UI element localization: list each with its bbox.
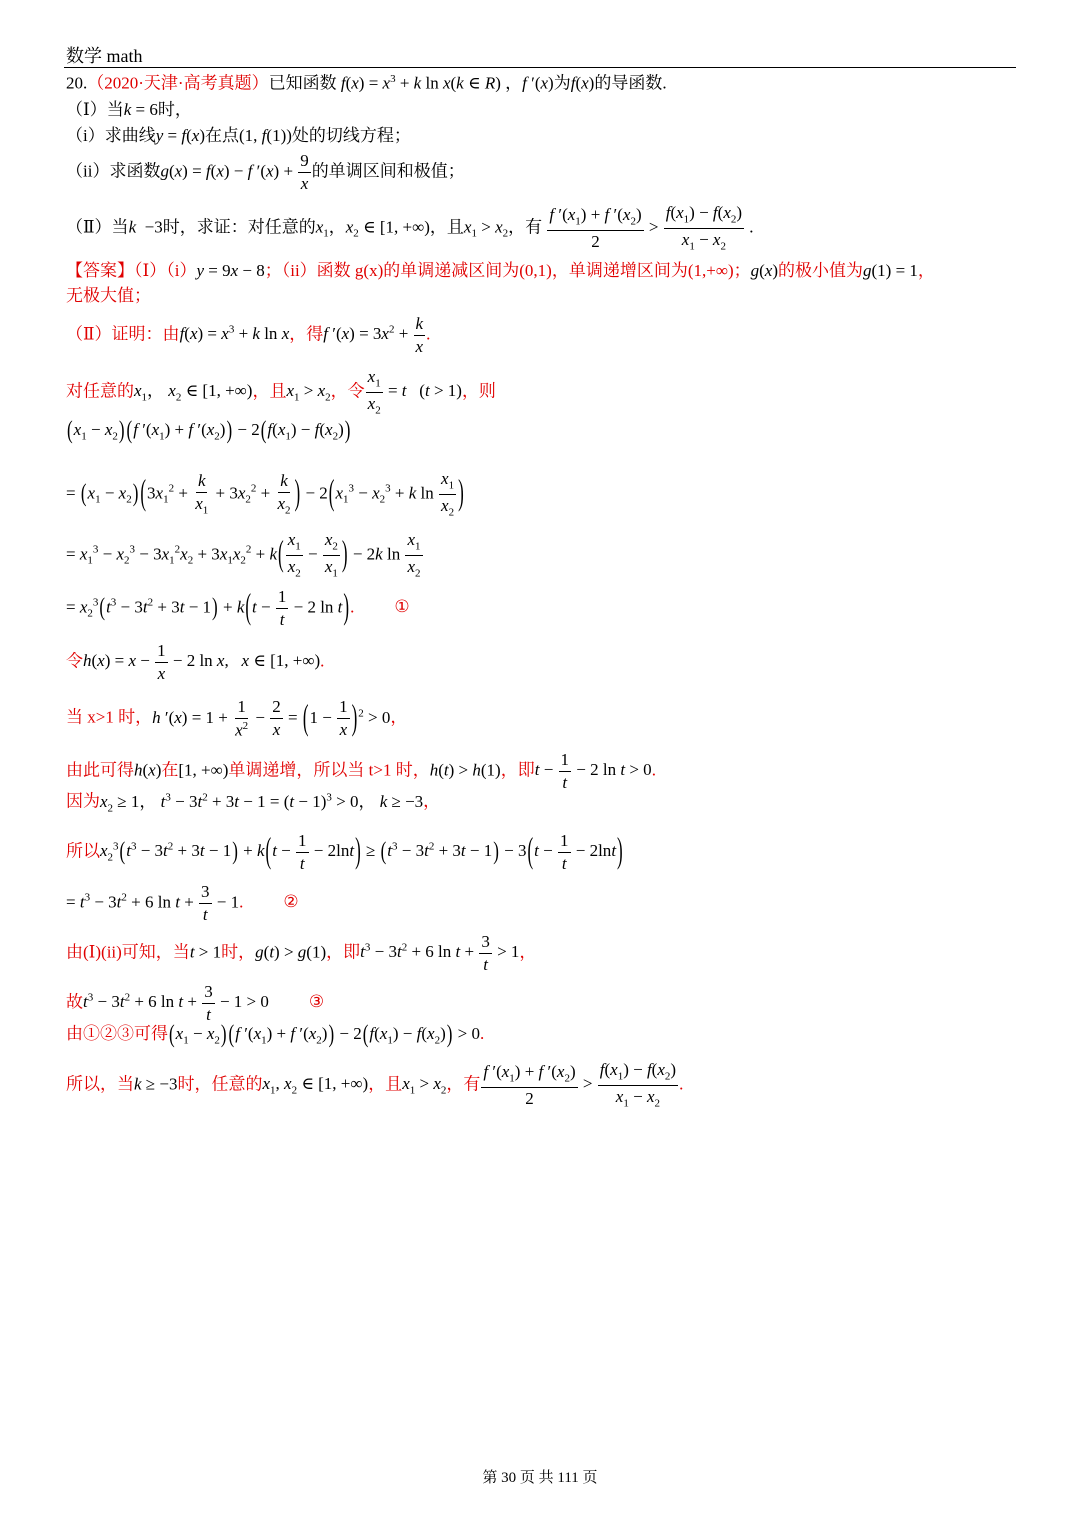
final-line: 所以，当k ≥ −3时，任意的$x_1$, $x_2$ ∈ [1, +∞)，且$x_1 > x_2$，有 $\frac{f '(x_1) + f '(x_2)}{2}$ > $\frac{f(x_1) - f(x_2)}{x_1 - x_2}$ .: [66, 1060, 684, 1110]
h-derivative: 当 x>1 时，h ′(x) = 1 + $\frac{1}{x^2}$ − $\frac{2}{x}$ = (1 − $\frac{1}{x}$ )$^2$ > 0，: [66, 697, 408, 740]
page-footer: 第 30 页 共 111 页: [482, 1470, 598, 1486]
part2: （Ⅱ）当k −3时，求证：对任意的$x_1$，$x_2$ ∈ [1, +∞)，且$x_1 > x_2$，有 $\frac{f '(x_1) + f '(x_2)}{2}$ > $\frac{f(x_1) - f(x_2)}{x_1 - x_2}$ .: [66, 203, 754, 253]
answer-line: 【答案】（Ⅰ）（i）y = 9x − 8；（ii）函数 g(x)的单调递减区间为(0,1)，单调递增区间为(1,+∞)；g(x)的极小值为g(1) = 1，: [66, 261, 935, 280]
marker-circle-1: ①: [394, 597, 410, 617]
eq-line-2: = $(x_1 - x_2) (3x_1^2$ + $\frac{k}{x_1}$ + $3x_2^2$ + $\frac{k}{x_2}$ ) − $2(x_1^3 - x_2^3 + k$ ln $\frac{x_1}{x_2}$ ): [66, 469, 464, 519]
so-line: 所以$x_2^3(t^3 - 3t^2 + 3t - 1) + k(t$ − $\frac{1}{t}$ − $2\ln t) \ge (t^3 - 3t^2 + 3t - 1) - 3(t$ − $\frac{1}{t}$ − 2lnt): [66, 830, 623, 873]
marker-circle-3: ③: [308, 992, 325, 1012]
part1-heading: （Ⅰ）当k = 6时，: [66, 100, 192, 119]
eq-line-3: = $x_1^3 - x_2^3 - 3x_1^2x_2 + 3x_1x_2^2 + k$( $\frac{x_1}{x_2}$ − $\frac{x_2}{x_1}$ ) − 2k ln $\frac{x_1}{x_2}$: [66, 530, 421, 580]
page-header: 数学 math: [66, 46, 143, 66]
part1-ii: （ii）求函数g(x) = f(x) − f ′(x) + $\frac{9}{x}$ 的单调区间和极值；: [66, 151, 465, 193]
answer-label: 【答案】: [66, 261, 134, 280]
because-line: 因为$x_2 \ge 1$， $t^3 - 3t^2 + 3t - 1 = (t - 1)^3 > 0$， k ≥ −3，: [66, 791, 441, 815]
h-monotone: 由此可得h(x)在[1, +∞)单调递增，所以当 t>1 时，h(t) > h(1)，即t − $\frac{1}{t}$ − 2 ln t > 0.: [66, 750, 656, 792]
define-h: 令h(x) = x − $\frac{1}{x}$ − 2 ln x, x ∈ [1, +∞).: [66, 641, 325, 683]
eq-line-4: = $x_2^3(t^3 - 3t^2 + 3t - 1) + k(t$ − $\frac{1}{t}$ − 2 ln t). ①: [66, 586, 410, 629]
hence-line: 故$t^3 - 3t^2 + 6$ ln t + $\frac{3}{t}$ − 1 > 0 ③: [66, 982, 325, 1024]
proof-any: 对任意的$x_1$， $x_2$ ∈ [1, +∞)，且$x_1 > x_2$，令 $\frac{x_1}{x_2}$ = t (t > 1)，则: [66, 367, 496, 417]
marker-circle-2: ②: [283, 892, 299, 912]
header-rule: [64, 67, 1016, 68]
proof-start: （Ⅱ）证明：由$f(x) = x^3 + k$ ln x，得f $'(x) = 3x^2$ + $\frac{k}{x}$ .: [66, 314, 431, 356]
answer-line-2: 无极大值；: [66, 286, 151, 305]
problem-stem: 20.（2020·天津·高考真题）已知函数 $f(x) = x^3 + k$ ln x(k ∈ R) ，f ′(x)为f(x)的导函数.: [66, 73, 667, 93]
eq-line-5: = $t^3 - 3t^2 + 6$ ln t + $\frac{3}{t}$ − 1. ②: [66, 882, 299, 924]
eq-line-1: $(x_1 - x_2)$ (f $'(x_1) + f$ $'(x_2)) - 2(f(x_1) - f(x_2))$: [67, 415, 351, 444]
problem-source: （2020·天津·高考真题）: [87, 73, 269, 93]
from-part1: 由(Ⅰ)(ii)可知，当t > 1时，g(t) > g(1)，即$t^3 - 3t^2 + 6$ ln t + $\frac{3}{t}$ > 1，: [66, 932, 537, 974]
part1-i: （i）求曲线y = f(x)在点(1, f(1))处的切线方程；: [66, 126, 411, 145]
combine-line: 由①②③可得$(x_1 - x_2)$ (f $'(x_1) + f$ $'(x_2)) - 2(f(x_1) - f(x_2)) > 0$.: [66, 1019, 485, 1048]
